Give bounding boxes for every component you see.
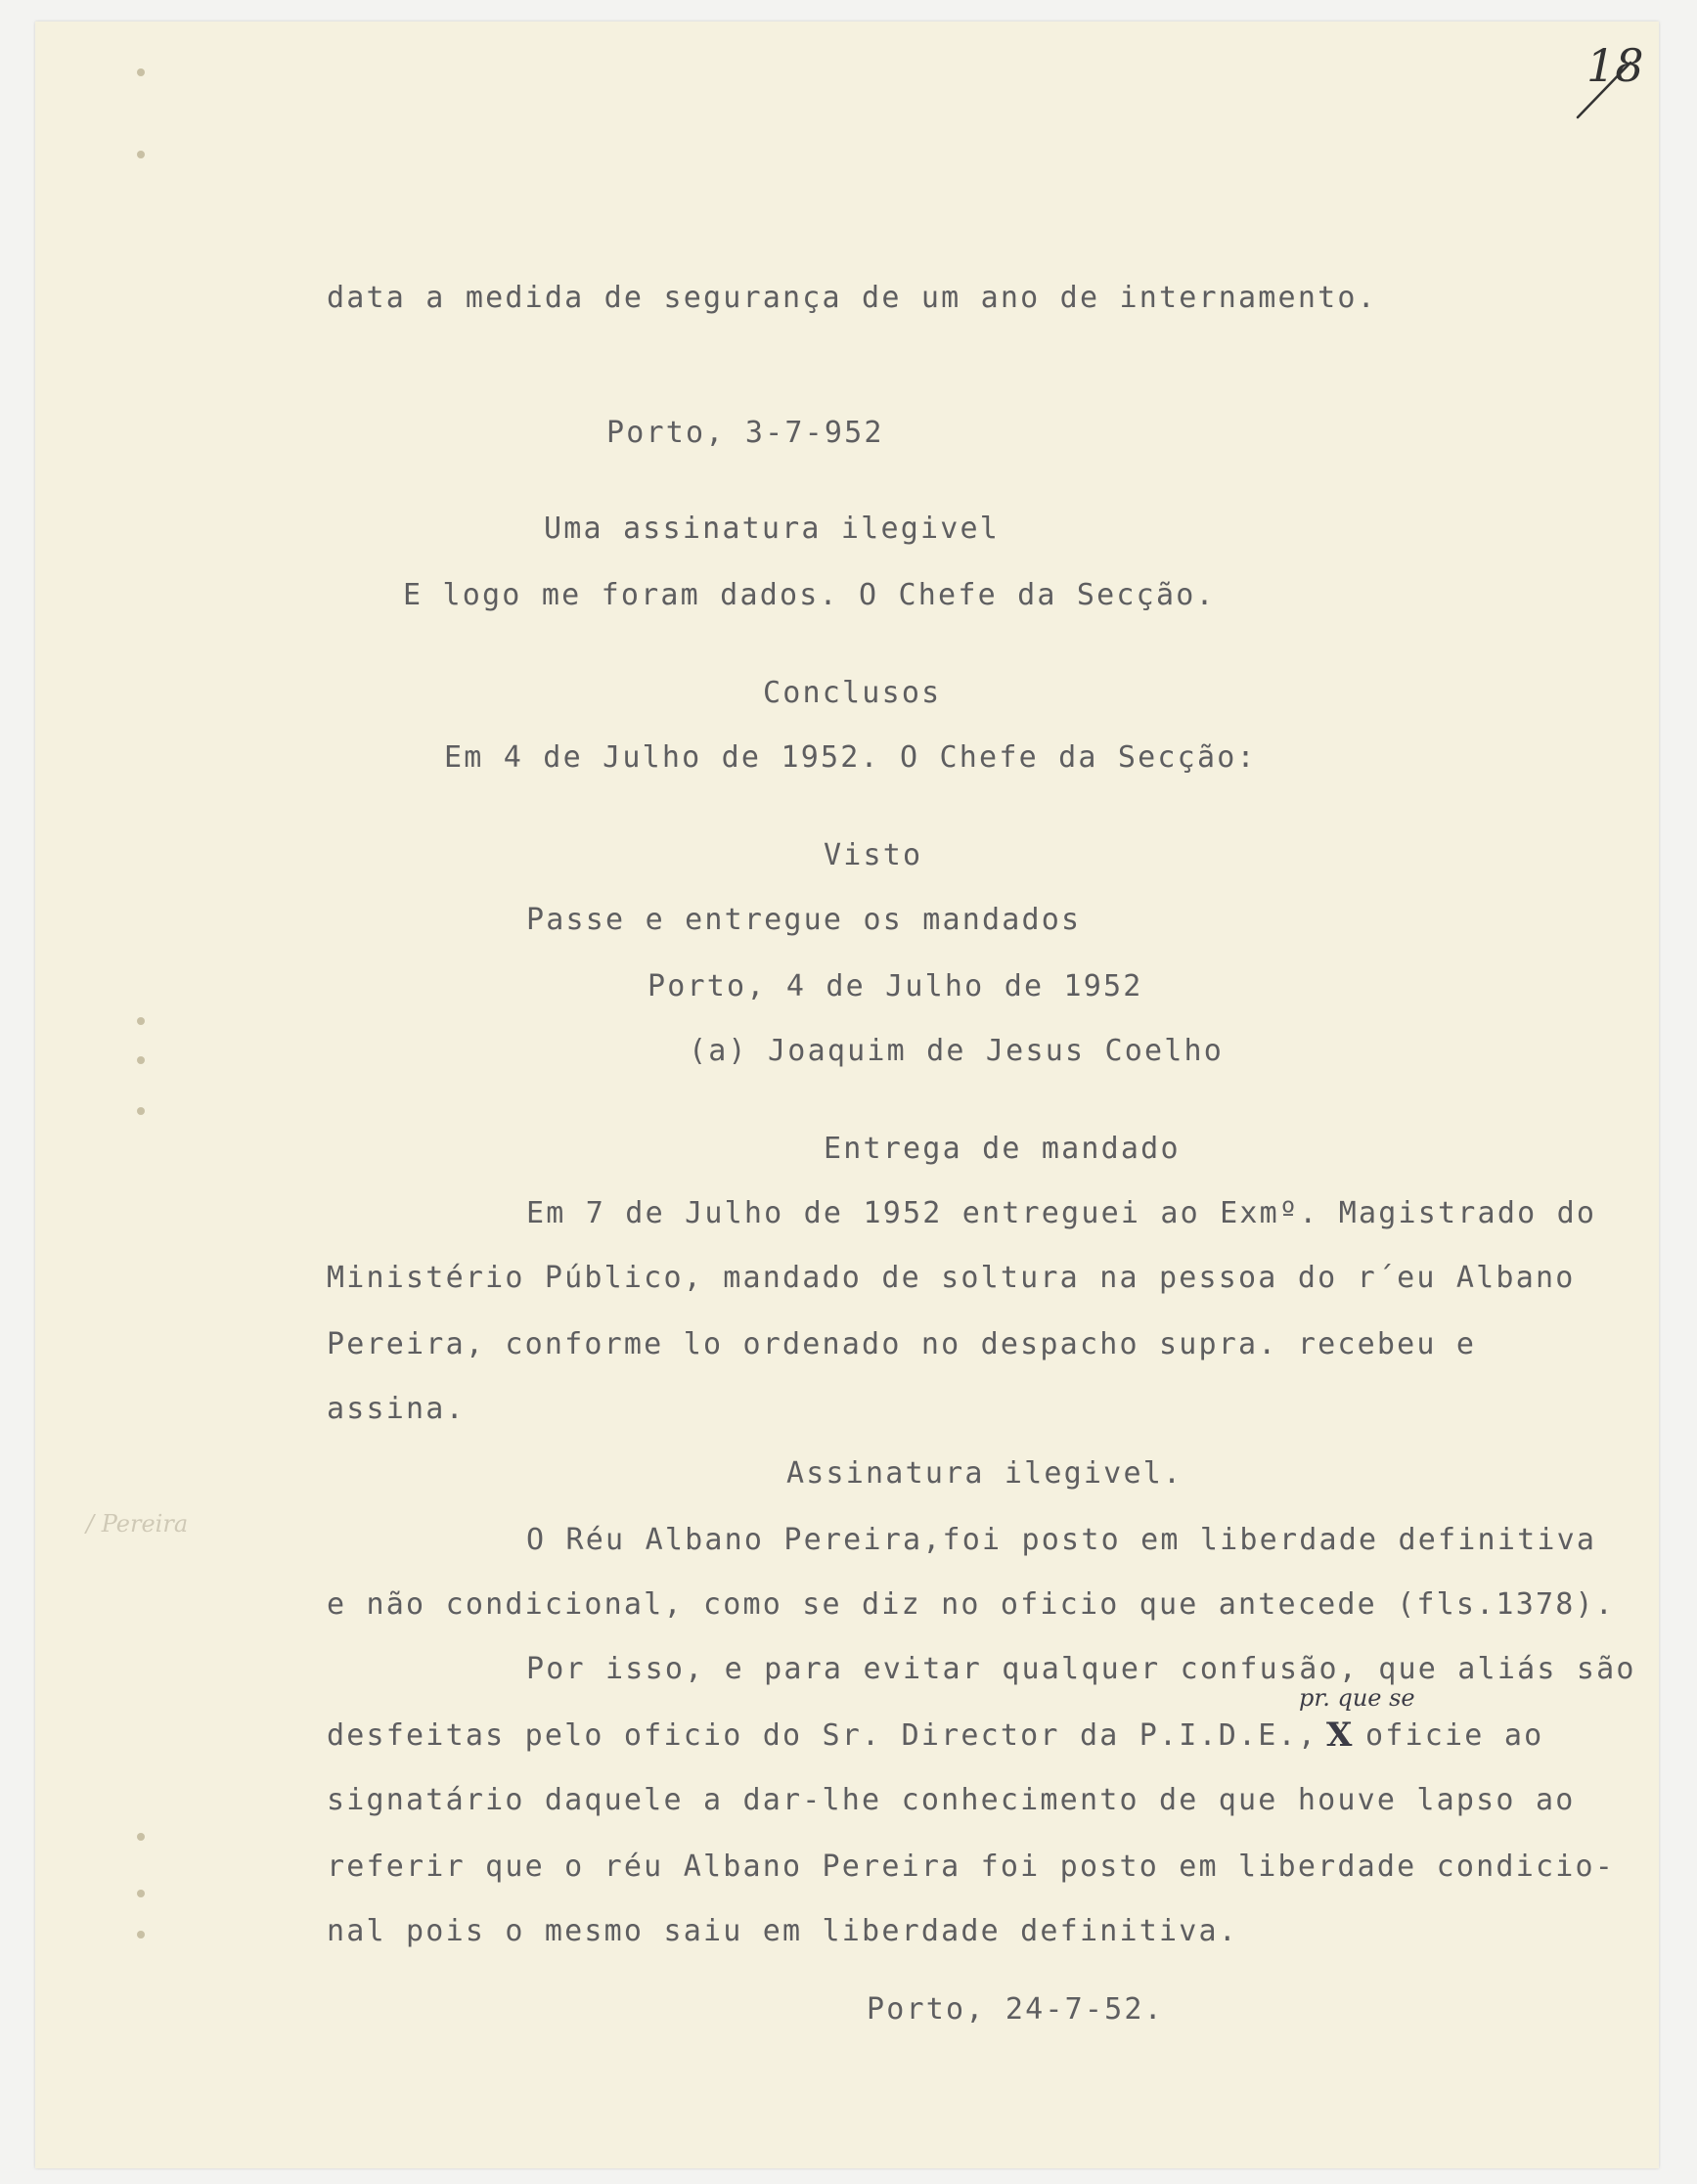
text-line: E logo me foram dados. O Chefe da Secção. xyxy=(403,578,1216,612)
date-line: Porto, 24-7-52. xyxy=(867,1992,1164,2027)
text-line: e não condicional, como se diz no oficio que antecede (fls.1378). xyxy=(327,1587,1615,1622)
text-line: Ministério Público, mandado de soltura na pessoa do r´eu Albano xyxy=(327,1261,1576,1295)
signature-line: Assinatura ilegivel. xyxy=(786,1456,1183,1491)
text-line: Em 7 de Julho de 1952 entreguei ao Exmº. Magistrado do xyxy=(526,1196,1597,1230)
text-line: referir que o réu Albano Pereira foi posto em liberdade condicio- xyxy=(327,1850,1615,1884)
margin-pencil-note: / Pereira xyxy=(86,1510,189,1538)
text-line: Uma assinatura ilegivel xyxy=(544,512,1001,546)
section-heading: Entrega de mandado xyxy=(824,1132,1181,1166)
text-line: signatário daquele a dar-lhe conhecimento de que houve lapso ao xyxy=(327,1783,1576,1817)
text-line: O Réu Albano Pereira,foi posto em liberdade definitiva xyxy=(526,1523,1597,1557)
date-line: Porto, 4 de Julho de 1952 xyxy=(648,969,1143,1003)
punch-hole-mark xyxy=(137,1833,145,1841)
handwritten-insertion: pr. que se xyxy=(1299,1684,1415,1712)
text-line: data a medida de segurança de um ano de internamento. xyxy=(327,281,1377,315)
text-line: Em 4 de Julho de 1952. O Chefe da Secção: xyxy=(444,740,1257,775)
punch-hole-mark xyxy=(137,1056,145,1064)
handwritten-caret-mark: X xyxy=(1326,1716,1353,1755)
punch-hole-mark xyxy=(137,1890,145,1897)
text-line: assina. xyxy=(327,1392,466,1426)
section-heading: Visto xyxy=(824,838,923,872)
punch-hole-mark xyxy=(137,68,145,76)
punch-hole-mark xyxy=(137,151,145,158)
signature-line: (a) Joaquim de Jesus Coelho xyxy=(689,1034,1225,1068)
paper-sheet xyxy=(35,22,1659,2168)
folio-underline-stroke xyxy=(1570,57,1638,125)
text-line: Pereira, conforme lo ordenado no despacho supra. recebeu e xyxy=(327,1327,1477,1361)
text-line-tail: oficie ao xyxy=(1365,1718,1544,1753)
punch-hole-mark xyxy=(137,1931,145,1939)
text-line: Por isso, e para evitar qualquer confusão, que aliás são xyxy=(526,1652,1636,1686)
text-line: desfeitas pelo oficio do Sr. Director da P.I.D.E., xyxy=(327,1718,1318,1753)
punch-hole-mark xyxy=(137,1107,145,1115)
section-heading: Conclusos xyxy=(763,676,942,710)
text-line: Passe e entregue os mandados xyxy=(526,903,1082,937)
folio-number: 18 xyxy=(1586,39,1644,92)
date-line: Porto, 3-7-952 xyxy=(606,416,884,450)
punch-hole-mark xyxy=(137,1017,145,1025)
text-line: nal pois o mesmo saiu em liberdade definitiva. xyxy=(327,1914,1239,1948)
